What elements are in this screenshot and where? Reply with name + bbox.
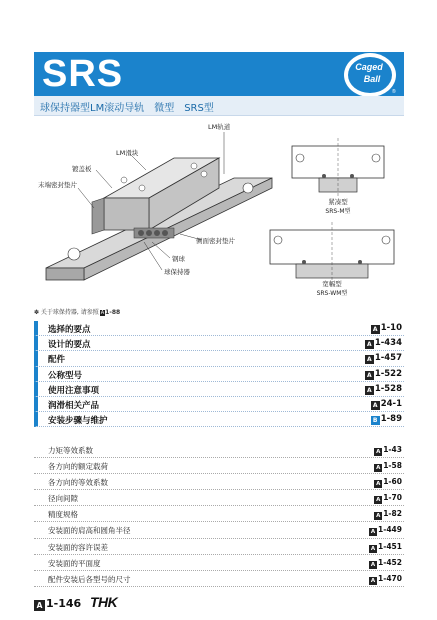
wide-variant-name: 宽幅型 [322,280,342,288]
menu-item[interactable] [34,412,404,427]
reference-item[interactable] [34,458,404,474]
reference-item-page[interactable] [369,558,402,569]
reference-item-page[interactable] [369,574,402,585]
reference-item-page[interactable] [374,461,402,472]
page-ref-icon: B [371,416,380,425]
reference-item[interactable] [34,442,404,458]
menu-item-page-number: 1-434 [374,338,402,349]
menu-item-label: 安装步骤与维护 [48,416,108,427]
menu-item-page[interactable] [365,338,402,349]
menu-item-label: 设计的要点 [48,340,91,351]
menu-item[interactable] [34,336,404,351]
reference-item[interactable] [34,490,404,506]
wide-variant-model: SRS-WM型 [316,290,348,297]
reference-item-page[interactable] [374,445,402,456]
page-ref-icon: A [370,545,376,552]
reference-item-page[interactable] [374,509,402,520]
menu-item[interactable] [34,367,404,382]
page-ref-icon: A [365,386,374,395]
page-ref-icon: A [371,325,380,334]
compact-variant-name: 紧凑型 [328,198,348,206]
reference-item[interactable] [34,555,404,571]
reference-item-page-number: 1-43 [383,445,402,454]
reference-item[interactable] [34,539,404,555]
section-menu [34,321,404,427]
callout-block: LM滑块 [116,149,139,157]
menu-item-page-number: 1-10 [380,323,402,333]
reference-item-page[interactable] [374,493,402,504]
menu-item-page[interactable] [371,399,402,410]
menu-item-label: 使用注意事项 [48,385,100,396]
page-ref-icon: A [365,371,374,380]
reference-item-label: 安装面的肩高和圆角半径 [48,526,131,536]
reference-item-page-number: 1-452 [378,557,402,567]
reference-item-page-number: 1-82 [383,509,402,519]
menu-item[interactable] [34,382,404,397]
reference-item-label: 各方向的等效系数 [48,478,108,488]
logo-word-caged: Caged [355,62,383,72]
callout-side-seal: 侧面密封垫片 [196,237,235,245]
reference-item-label: 安装面的平面度 [48,558,101,568]
reference-item[interactable] [34,571,404,587]
page-ref-icon: A [376,497,381,504]
reference-item-label: 安装面的容许误差 [48,542,108,552]
reference-item-label: 各方向的额定载荷 [48,462,108,472]
menu-item-page[interactable] [365,369,402,380]
reference-menu [34,442,404,587]
compact-variant-model: SRS-M型 [325,208,351,215]
page-ref-icon: A [370,529,376,536]
subtitle-bar [34,96,404,116]
logo-word-ball: Ball [363,74,381,84]
compact-section [292,138,384,198]
caged-ball-logo [338,48,400,100]
page-ref-icon: A [370,561,376,568]
callout-retainer-plate: 镀盖板 [72,165,92,173]
menu-item-page-number: 1-89 [380,414,402,425]
callout-ball: 钢球 [172,255,185,263]
reference-item[interactable] [34,522,404,538]
reference-item-page[interactable] [369,542,402,553]
reference-item[interactable] [34,506,404,522]
menu-item-label: 选择的要点 [48,325,91,335]
reference-item-page-number: 1-449 [378,525,402,535]
reference-item[interactable] [34,474,404,490]
menu-item-label: 公称型号 [48,370,83,381]
callout-rail: LM轨道 [208,123,231,131]
page-title: SRS [42,53,124,95]
reference-item-page-number: 1-70 [383,493,402,503]
menu-item[interactable] [34,397,404,412]
reference-item-page-number: 1-58 [383,461,402,471]
reference-item-page-number: 1-451 [378,541,402,551]
page-number-text: 1-146 [46,597,82,610]
page-ref-icon: A [376,465,381,472]
wide-section [270,222,394,284]
menu-item[interactable] [34,351,404,366]
title-banner [34,52,404,96]
menu-item-page[interactable] [365,353,402,364]
note-page-link[interactable]: 1-88 [105,309,121,316]
menu-item-label: 润滑相关产品 [48,400,100,411]
callout-end-seal: 末端密封垫片 [38,181,77,189]
reference-item-page-number: 1-470 [378,573,402,583]
menu-item[interactable] [34,321,404,336]
page-ref-icon: A [370,577,376,584]
menu-item-page[interactable] [371,414,402,425]
page-ref-icon: A [371,401,380,410]
product-illustration [34,118,404,308]
menu-item-page-number: 1-528 [374,383,402,394]
page-ref-icon: A [376,449,381,455]
reference-item-page-number: 1-60 [383,477,402,487]
menu-item-label: 配件 [48,355,66,366]
note-text: ✽ 关于球保持器, 请参照 [34,309,99,316]
reference-item-label: 径向间隙 [48,494,78,504]
menu-item-page[interactable] [365,384,402,395]
reference-item-label: 精度规格 [48,510,78,520]
reference-item-page[interactable] [374,477,402,488]
registered-mark: ® [392,89,396,95]
reference-item-label: 配件安装后各型号的尺寸 [48,574,131,584]
page-ref-icon: A [365,355,374,364]
menu-item-page[interactable] [371,323,402,334]
menu-item-page-number: 1-457 [374,353,402,364]
page-ref-icon: A [365,340,374,349]
menu-item-page-number: 24-1 [380,398,402,409]
page-ref-icon: A [376,513,381,520]
reference-item-page[interactable] [369,525,402,536]
product-subtitle: 球保持器型LM滚动导轨 微型 SRS型 [40,103,214,114]
page-ref-icon: A [34,600,45,611]
reference-item-label: 力矩等效系数 [48,446,93,455]
menu-item-page-number: 1-522 [374,368,402,379]
ball-cage-reference-note [34,307,120,316]
page-number [34,597,81,611]
callout-ball-cage: 球保持器 [164,268,190,276]
thk-logo: THK [90,594,118,610]
page-ref-icon: A [100,310,105,316]
page-ref-icon: A [376,481,381,488]
